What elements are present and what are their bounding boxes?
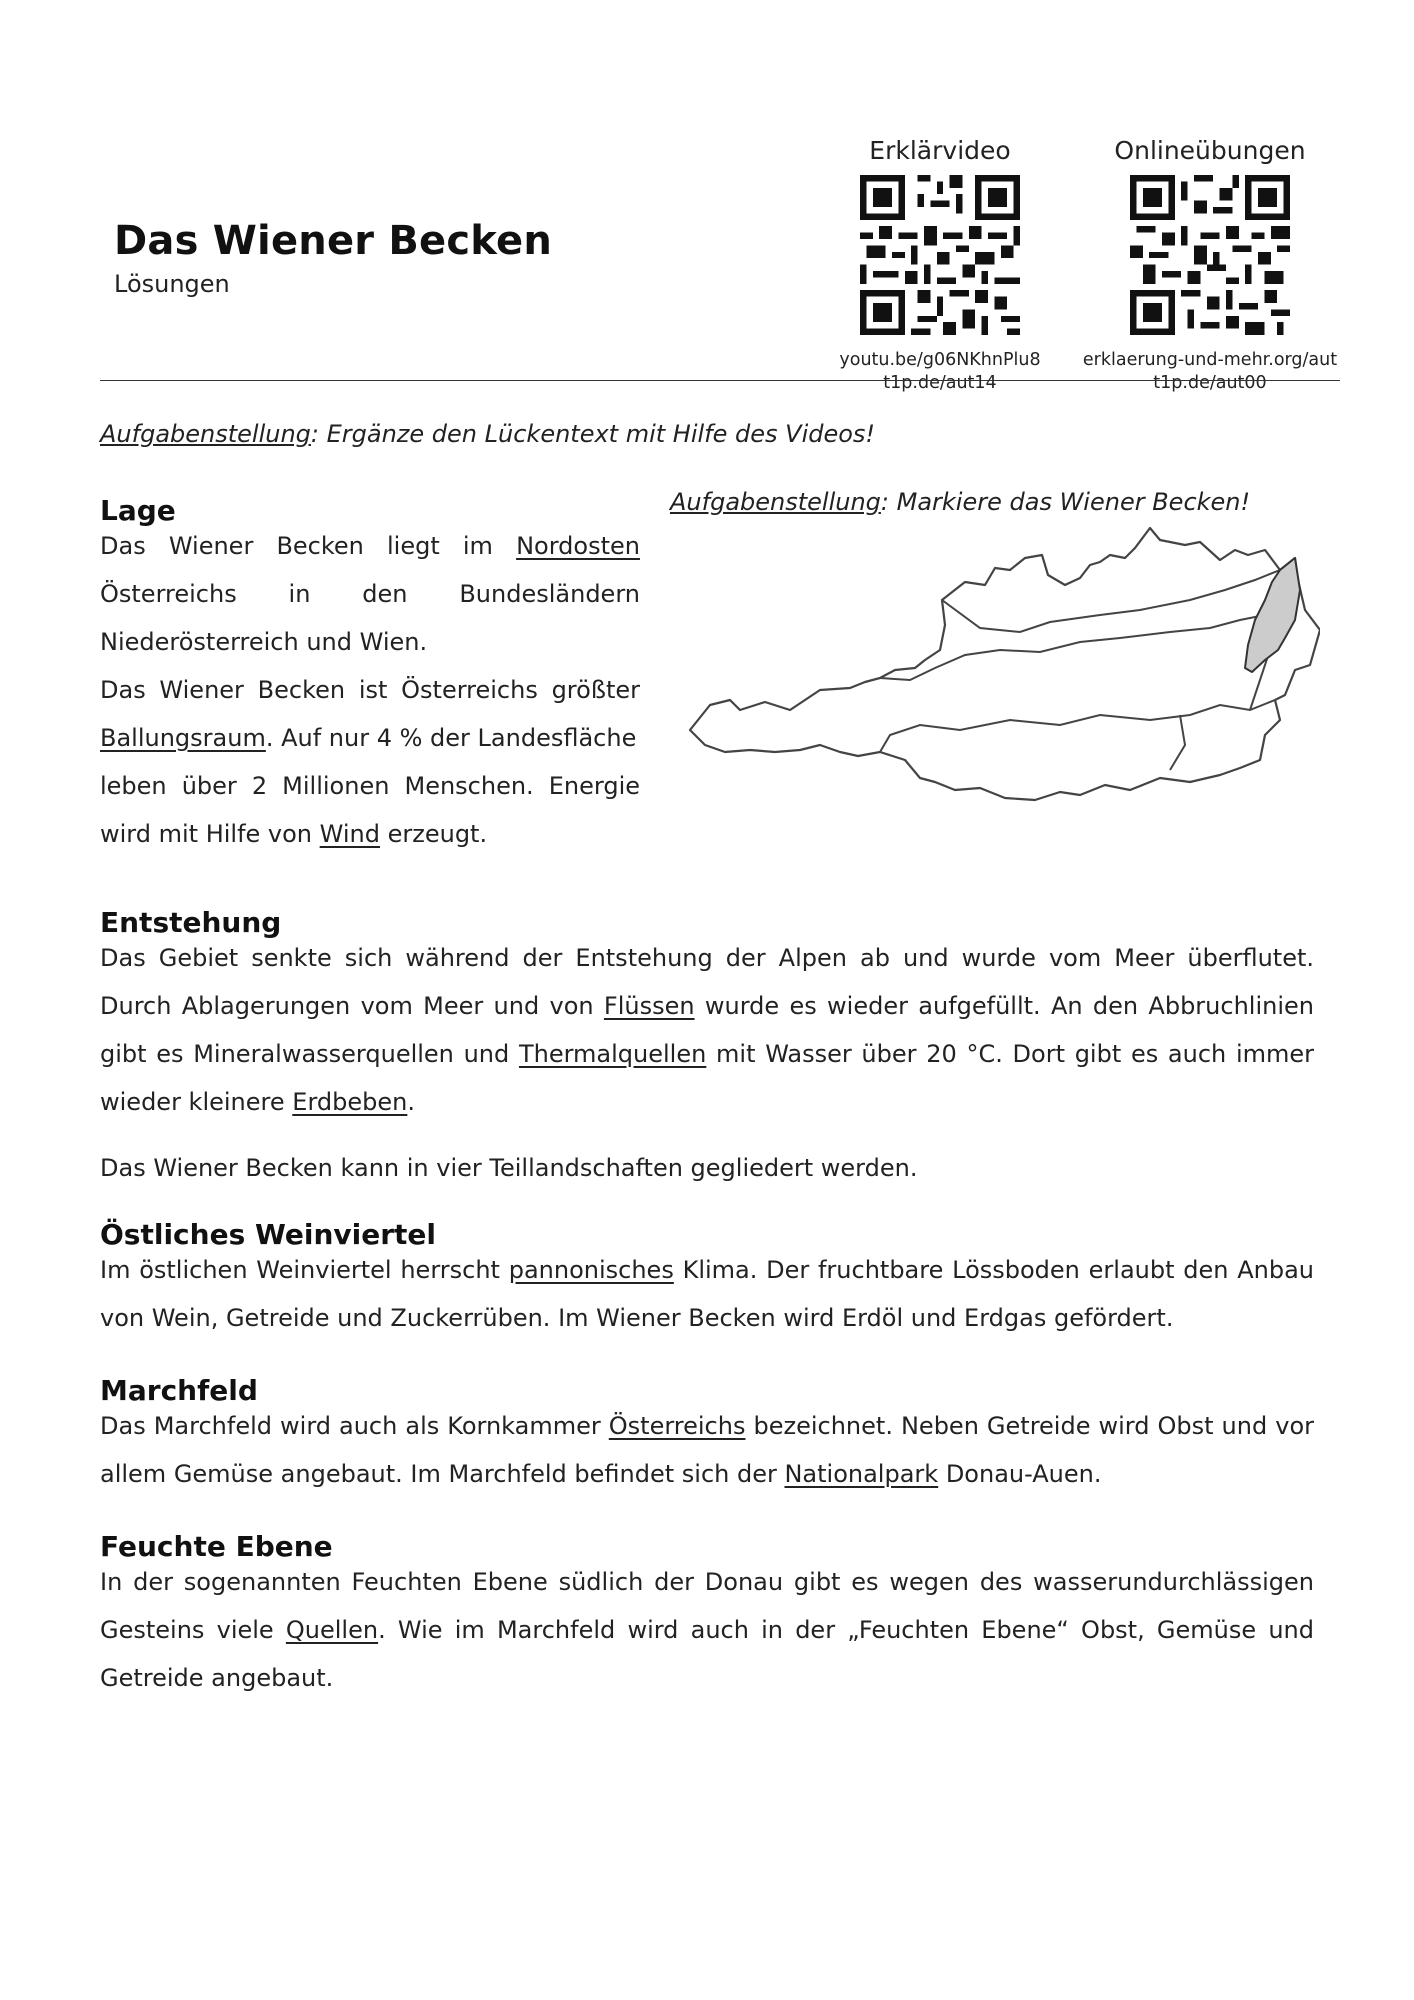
section-note: Das Wiener Becken kann in vier Teillandschaften gegliedert werden. (100, 1154, 918, 1182)
answer-gap: Erdbeben (292, 1088, 408, 1116)
section-heading-marchfeld: Marchfeld (100, 1374, 258, 1407)
qr-url-primary[interactable]: youtu.be/g06NKhnPlu8 (839, 350, 1041, 370)
answer-gap: Quellen (285, 1616, 379, 1644)
task-instruction-map (670, 488, 1250, 516)
text-line: Das Wiener Becken ist Österreichs größter (100, 676, 640, 704)
page-title: Das Wiener Becken (114, 218, 553, 264)
section-text-lage (100, 522, 640, 858)
section-heading-feuchte-ebene: Feuchte Ebene (100, 1530, 333, 1563)
qr-url-short[interactable]: t1p.de/aut14 (883, 373, 997, 393)
section-text-feuchte-ebene: In der sogenannten Feuchten Ebene südlich der Donau gibt es wegen des wasserundurchlässigen Gesteins viele Quellen. Wie im Marchfeld wird auch in der „Feuchten Ebene“ Obst, Gemüse und Getreide angebaut. (100, 1568, 1314, 1692)
task-instruction-text (100, 420, 875, 448)
task-text: : Ergänze den Lückentext mit Hilfe des Videos! (310, 420, 876, 448)
page-subtitle: Lösungen (114, 270, 230, 298)
answer-gap: Wind (319, 820, 380, 848)
answer-gap: Nordosten (516, 532, 640, 560)
austria-map[interactable] (680, 520, 1320, 860)
text-line: Ballungsraum. Auf nur 4 % der Landesfläche (100, 724, 637, 752)
task-label: Aufgabenstellung (670, 488, 881, 516)
task-label: Aufgabenstellung (100, 420, 311, 448)
answer-gap: Nationalpark (784, 1460, 939, 1488)
qr-code-icon[interactable] (860, 175, 1020, 335)
qr-block-erklaervideo (820, 136, 1060, 395)
answer-gap: Österreichs (608, 1412, 746, 1440)
section-heading-entstehung: Entstehung (100, 906, 282, 939)
task-text: : Markiere das Wiener Becken! (880, 488, 1251, 516)
text-line: Österreichs in den Bundesländern (100, 580, 640, 608)
qr-label: Erklärvideo (869, 136, 1011, 165)
qr-label: Onlineübungen (1114, 136, 1306, 165)
text-line: leben über 2 Millionen Menschen. Energie (100, 772, 640, 800)
section-heading-weinviertel: Östliches Weinviertel (100, 1218, 437, 1251)
answer-gap: Thermalquellen (518, 1040, 707, 1068)
section-text-entstehung: Das Gebiet senkte sich während der Entstehung der Alpen ab und wurde vom Meer überflutet. Durch Ablagerungen vom Meer und von Flüssen wurde es wieder aufgefüllt. An den Abbruchlinien gibt es Mineralwasserquellen und Thermalquellen mit Wasser über 20 °C. Dort gibt es auch immer wieder kleinere Erdbeben. (100, 944, 1314, 1116)
answer-gap: pannonisches (508, 1256, 674, 1284)
qr-url-primary[interactable]: erklaerung-und-mehr.org/aut (1082, 350, 1338, 370)
text-line: Das Wiener Becken liegt im Nordosten (100, 522, 640, 570)
text-line: wird mit Hilfe von Wind erzeugt. (100, 820, 488, 848)
section-text-weinviertel: Im östlichen Weinviertel herrscht pannonisches Klima. Der fruchtbare Lössboden erlaubt den Anbau von Wein, Getreide und Zuckerrüben. Im Wiener Becken wird Erdöl und Erdgas gefördert. (100, 1256, 1315, 1332)
qr-url-short[interactable]: t1p.de/aut00 (1153, 373, 1267, 393)
section-heading-lage: Lage (100, 494, 176, 527)
text-line: Niederösterreich und Wien. (100, 628, 428, 656)
answer-gap: Flüssen (603, 992, 695, 1020)
austria-outline (690, 528, 1320, 800)
answer-gap: Ballungsraum (100, 724, 266, 752)
qr-code-icon[interactable] (1130, 175, 1290, 335)
header-divider (100, 380, 1340, 381)
qr-block-onlineuebungen (1070, 136, 1350, 395)
section-text-marchfeld: Das Marchfeld wird auch als Kornkammer Österreichs bezeichnet. Neben Getreide wird Obst und vor allem Gemüse angebaut. Im Marchfeld befindet sich der Nationalpark Donau-Auen. (100, 1412, 1314, 1488)
